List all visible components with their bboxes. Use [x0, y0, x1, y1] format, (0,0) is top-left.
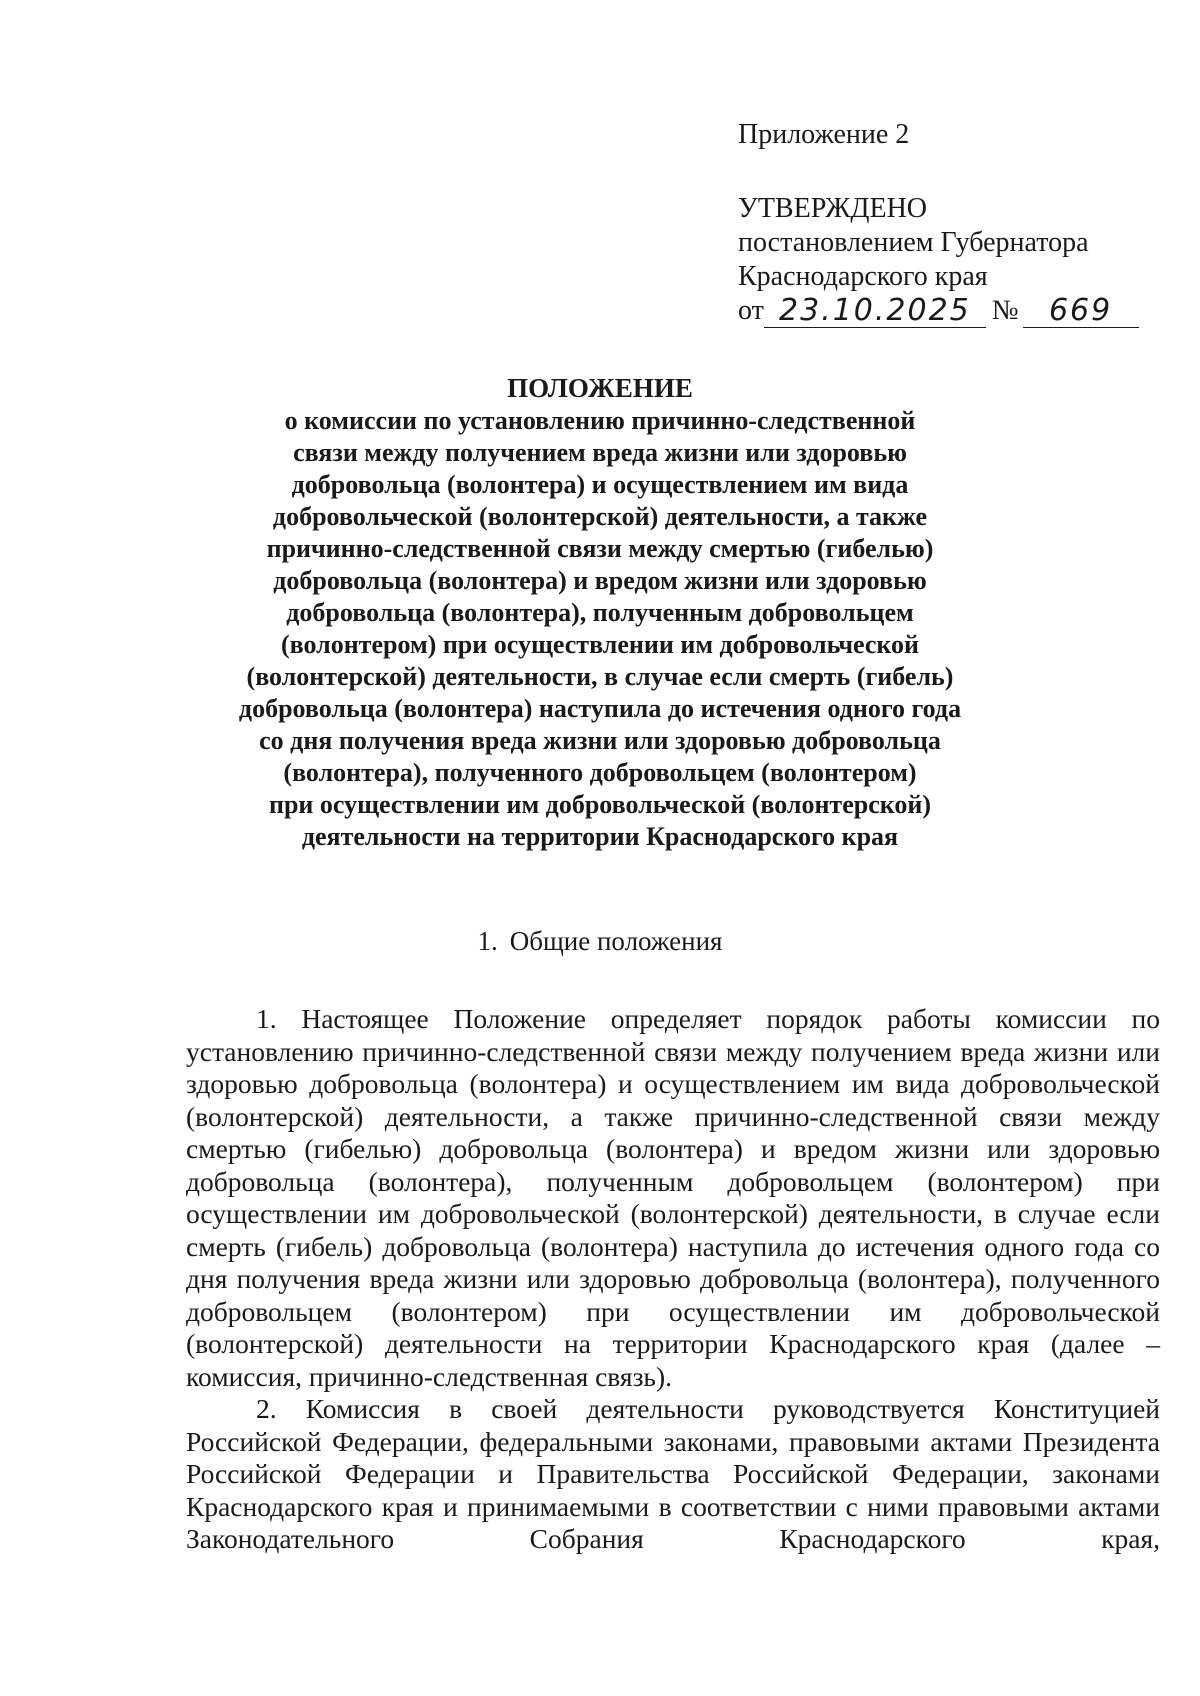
date-prefix: от [738, 295, 764, 326]
document-title [170, 372, 1030, 853]
title-line: добровольца (волонтера) наступила до истечения одного года [238, 694, 962, 723]
title-line: о комиссии по установлению причинно-следственной [284, 406, 916, 435]
title-line: при осуществлении им добровольческой (волонтерской) [268, 790, 932, 819]
handwritten-date: 23.10.2025 [764, 295, 986, 328]
appendix-label: Приложение 2 [738, 119, 910, 150]
title-main: ПОЛОЖЕНИЕ [507, 373, 693, 403]
title-line: (волонтерской) деятельности, в случае если смерть (гибель) [246, 662, 954, 691]
section-heading [0, 925, 1200, 957]
approved-label: УТВЕРЖДЕНО [738, 193, 928, 224]
paragraph: 1. Настоящее Положение определяет порядок работы комиссии по установлению причинно-следственной связи между получением вреда жизни или здоровью добровольца (волонтера) и осуществлением им вида добровольческой (волонтерской) деятельности, а также причинно-следственной связи между смертью (гибелью) добровольца (волонтера) и вредом жизни или здоровью добровольца (волонтера), полученным добровольцем (волонтером) при осуществлении им добровольческой (волонтерской) деятельности, в случае если смерть (гибель) добровольца (волонтера) наступила до истечения одного года со дня получения вреда жизни или здоровью добровольца (волонтера), полученного добровольцем (волонтером) при осуществлении им добровольческой (волонтерской) деятельности на территории Краснодарского края (далее – комиссия, причинно-следственная связь). [186, 1003, 1160, 1392]
title-line: добровольческой (волонтерской) деятельности, а также [272, 502, 928, 531]
date-number-line [738, 294, 1139, 328]
title-line: причинно-следственной связи между смертью (гибелью) [266, 534, 934, 563]
title-line: добровольца (волонтера) и вредом жизни или здоровью [273, 566, 927, 595]
paragraph: 2. Комиссия в своей деятельности руководствуется Конституцией Российской Федерации, федеральными законами, правовыми актами Президента Российской Федерации и Правительства Российской Федерации, законами Краснодарского края и принимаемыми в соответствии с ними правовыми актами Законодательного Собрания Краснодарского края, [186, 1393, 1160, 1554]
title-line: связи между получением вреда жизни или здоровью [293, 438, 907, 467]
title-line: добровольца (волонтера) и осуществлением им вида [291, 470, 909, 499]
approved-by-line: постановлением Губернатора [738, 227, 1089, 258]
title-line: деятельности на территории Краснодарского края [301, 822, 899, 851]
title-line: со дня получения вреда жизни или здоровью добровольца [259, 726, 941, 755]
handwritten-number: 669 [1023, 295, 1139, 328]
title-line: добровольца (волонтера), полученным добровольцем [286, 598, 914, 627]
section-number: 1. [477, 926, 498, 956]
section-title: Общие положения [509, 926, 723, 956]
body-text [186, 1003, 1160, 1556]
number-sign: № [991, 295, 1019, 326]
approved-by-region: Краснодарского края [738, 261, 988, 292]
title-line: (волонтером) при осуществлении им добровольческой [280, 630, 920, 659]
approval-stamp [738, 118, 1139, 328]
title-line: (волонтера), полученного добровольцем (волонтером) [283, 758, 917, 787]
